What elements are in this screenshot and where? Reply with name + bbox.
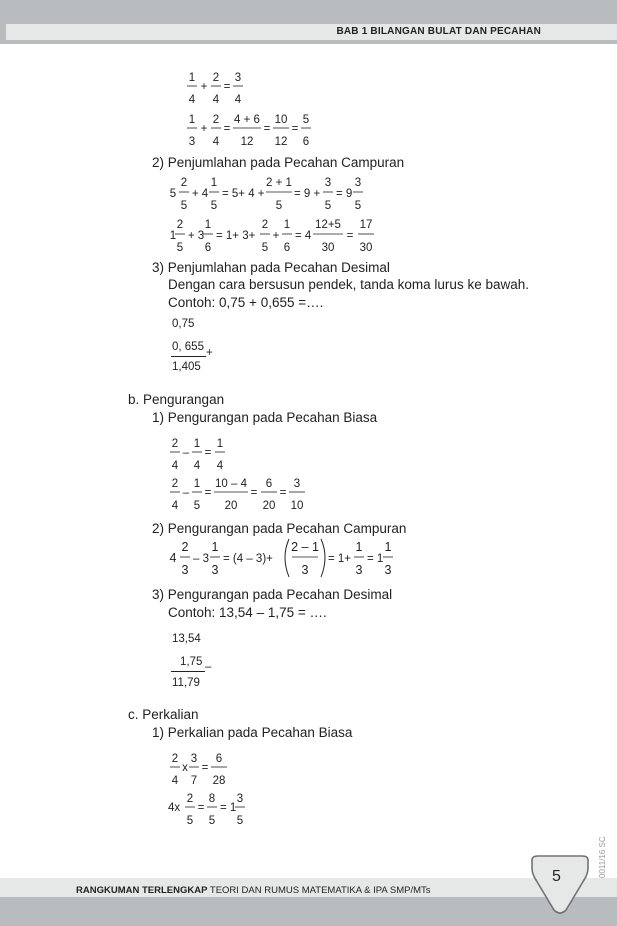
svg-text:2: 2 [171, 478, 179, 490]
subsection-mul-simple: 1) Perkalian pada Pecahan Biasa [152, 725, 353, 740]
svg-text:4: 4 [216, 460, 224, 472]
svg-text:3: 3 [181, 563, 189, 577]
add-operand-a: 0,75 [172, 318, 195, 330]
footer-title-bold: RANGKUMAN TERLENGKAP [76, 885, 208, 896]
svg-text:x: x [182, 762, 188, 774]
svg-text:3: 3 [354, 177, 362, 189]
footer-book-title [76, 885, 431, 896]
svg-text:30: 30 [321, 242, 335, 254]
sub-operand-b: 1,75 [180, 656, 203, 668]
equation-5 [166, 434, 256, 474]
svg-text:1: 1 [188, 114, 196, 126]
svg-text:4 + 6: 4 + 6 [234, 114, 260, 126]
svg-text:= 1+: = 1+ [328, 553, 352, 565]
svg-text:3: 3 [324, 177, 332, 189]
svg-text:1: 1 [283, 219, 291, 231]
svg-text:2: 2 [212, 114, 220, 126]
svg-text:1: 1 [193, 438, 201, 450]
svg-text:5: 5 [324, 200, 332, 212]
svg-text:3: 3 [211, 563, 219, 577]
header-band [0, 0, 617, 44]
svg-text:5: 5 [208, 815, 216, 827]
svg-text:=: = [204, 487, 212, 499]
chapter-title: BAB 1 BILANGAN BULAT DAN PECAHAN [336, 26, 541, 37]
svg-text:= 9 +: = 9 + [294, 188, 321, 200]
svg-text:2: 2 [186, 793, 194, 805]
add-decimal-example: Contoh: 0,75 + 0,655 =…. [168, 295, 324, 310]
svg-text:5: 5 [180, 200, 188, 212]
svg-text:30: 30 [359, 242, 373, 254]
svg-text:1: 1 [188, 72, 196, 84]
svg-text:6: 6 [265, 478, 273, 490]
svg-text:=: = [204, 447, 212, 459]
equation-9 [168, 789, 268, 829]
svg-text:4: 4 [212, 94, 220, 106]
svg-text:5: 5 [169, 188, 177, 200]
svg-text:3: 3 [301, 563, 309, 577]
svg-text:4: 4 [188, 94, 196, 106]
add-decimal-description: Dengan cara bersusun pendek, tanda koma lurus ke bawah. [168, 277, 529, 292]
equation-1 [180, 68, 270, 108]
sub-rule [171, 671, 205, 672]
heading-subtraction: b. Pengurangan [128, 392, 225, 407]
svg-text:4: 4 [171, 500, 179, 512]
svg-text:=: = [291, 123, 299, 135]
svg-text:4: 4 [212, 136, 220, 148]
svg-text:12+5: 12+5 [315, 219, 341, 231]
svg-text:10 – 4: 10 – 4 [215, 478, 247, 490]
equation-4 [168, 214, 388, 258]
svg-text:=: = [223, 81, 231, 93]
svg-text:6: 6 [283, 242, 291, 254]
svg-text:=: = [250, 487, 258, 499]
equation-7 [168, 536, 408, 582]
svg-text:10: 10 [290, 500, 304, 512]
svg-text:2 + 1: 2 + 1 [266, 177, 292, 189]
svg-text:+ 4: + 4 [191, 188, 209, 200]
svg-text:=: = [197, 802, 205, 814]
sub-decimal-example: Contoh: 13,54 – 1,75 = …. [168, 605, 327, 620]
svg-text:10: 10 [274, 114, 288, 126]
svg-text:+ 3: + 3 [187, 230, 205, 242]
svg-text:5: 5 [193, 500, 201, 512]
svg-text:2: 2 [176, 219, 184, 231]
svg-text:17: 17 [359, 219, 373, 231]
svg-text:4: 4 [171, 460, 179, 472]
svg-text:2: 2 [181, 540, 189, 554]
svg-text:5: 5 [210, 200, 218, 212]
svg-text:3: 3 [384, 563, 392, 577]
svg-text:= 4: = 4 [295, 230, 312, 242]
equation-8 [166, 749, 256, 789]
svg-text:= 1: = 1 [367, 553, 384, 565]
svg-text:3: 3 [236, 793, 244, 805]
subsection-sub-mixed: 2) Pengurangan pada Pecahan Campuran [152, 521, 407, 536]
svg-text:=: = [223, 123, 231, 135]
svg-text:5: 5 [186, 815, 194, 827]
svg-text:4: 4 [171, 775, 179, 787]
svg-text:2: 2 [180, 177, 188, 189]
svg-text:1: 1 [169, 230, 177, 242]
svg-text:2 – 1: 2 – 1 [291, 540, 319, 554]
subsection-sub-decimal: 3) Pengurangan pada Pecahan Desimal [152, 587, 393, 602]
svg-text:1: 1 [210, 177, 218, 189]
svg-text:1: 1 [204, 219, 212, 231]
svg-text:= 1: = 1 [220, 802, 237, 814]
svg-text:1: 1 [384, 540, 392, 554]
page-number: 5 [552, 868, 561, 885]
svg-text:3: 3 [188, 136, 196, 148]
svg-text:28: 28 [212, 775, 226, 787]
svg-text:6: 6 [302, 136, 310, 148]
sub-operand-a: 13,54 [172, 633, 201, 645]
sub-result: 11,79 [172, 677, 200, 689]
equation-2 [180, 110, 330, 150]
svg-text:4x: 4x [168, 802, 181, 814]
svg-text:12: 12 [240, 136, 254, 148]
svg-text:4: 4 [169, 551, 177, 565]
svg-text:6: 6 [204, 242, 212, 254]
svg-text:1: 1 [355, 540, 363, 554]
add-operand-b: 0, 655 [172, 341, 204, 353]
svg-text:7: 7 [190, 775, 198, 787]
svg-text:5: 5 [176, 242, 184, 254]
sub-sign: – [205, 661, 212, 673]
svg-text:2: 2 [212, 72, 220, 84]
svg-text:3: 3 [293, 478, 301, 490]
svg-text:= 9: = 9 [336, 188, 353, 200]
svg-text:2: 2 [171, 438, 179, 450]
svg-text:3: 3 [190, 753, 198, 765]
svg-text:3: 3 [355, 563, 363, 577]
subsection-sub-simple: 1) Pengurangan pada Pecahan Biasa [152, 410, 378, 425]
svg-text:1: 1 [216, 438, 224, 450]
add-sign: + [206, 347, 213, 359]
svg-text:5: 5 [302, 114, 310, 126]
svg-text:1: 1 [211, 540, 219, 554]
subsection-add-mixed: 2) Penjumlahan pada Pecahan Campuran [152, 155, 405, 170]
add-result: 1,405 [172, 361, 201, 373]
svg-text:5: 5 [275, 200, 283, 212]
subsection-add-decimal: 3) Penjumlahan pada Pecahan Desimal [152, 260, 390, 275]
svg-text:=: = [279, 487, 287, 499]
svg-text:=: = [201, 762, 209, 774]
svg-text:–: – [182, 447, 190, 459]
svg-text:=: = [346, 230, 354, 242]
svg-text:=: = [263, 123, 271, 135]
svg-text:12: 12 [274, 136, 288, 148]
svg-text:= 5+ 4 +: = 5+ 4 + [222, 188, 265, 200]
svg-text:20: 20 [224, 500, 238, 512]
svg-text:20: 20 [262, 500, 276, 512]
svg-text:4: 4 [193, 460, 201, 472]
svg-text:1: 1 [193, 478, 201, 490]
svg-text:4: 4 [234, 94, 242, 106]
svg-text:+: + [200, 123, 208, 135]
svg-text:+: + [272, 230, 280, 242]
svg-text:5: 5 [354, 200, 362, 212]
svg-text:–: – [182, 487, 190, 499]
svg-text:8: 8 [208, 793, 216, 805]
footer-title-rest: TEORI DAN RUMUS MATEMATIKA & IPA SMP/MTs [207, 885, 431, 896]
equation-6 [166, 474, 326, 514]
svg-text:= 1+ 3+: = 1+ 3+ [216, 230, 256, 242]
heading-multiplication: c. Perkalian [128, 707, 199, 722]
svg-text:– 3: – 3 [193, 553, 209, 565]
print-code: 0011/16 SC [598, 836, 607, 878]
svg-text:5: 5 [236, 815, 244, 827]
svg-text:= (4 – 3)+: = (4 – 3)+ [223, 553, 273, 565]
add-rule [171, 356, 206, 357]
svg-text:3: 3 [234, 72, 242, 84]
svg-text:5: 5 [261, 242, 269, 254]
equation-3 [168, 172, 378, 216]
svg-text:+: + [200, 81, 208, 93]
svg-text:2: 2 [171, 753, 179, 765]
svg-text:2: 2 [261, 219, 269, 231]
svg-text:6: 6 [215, 753, 223, 765]
